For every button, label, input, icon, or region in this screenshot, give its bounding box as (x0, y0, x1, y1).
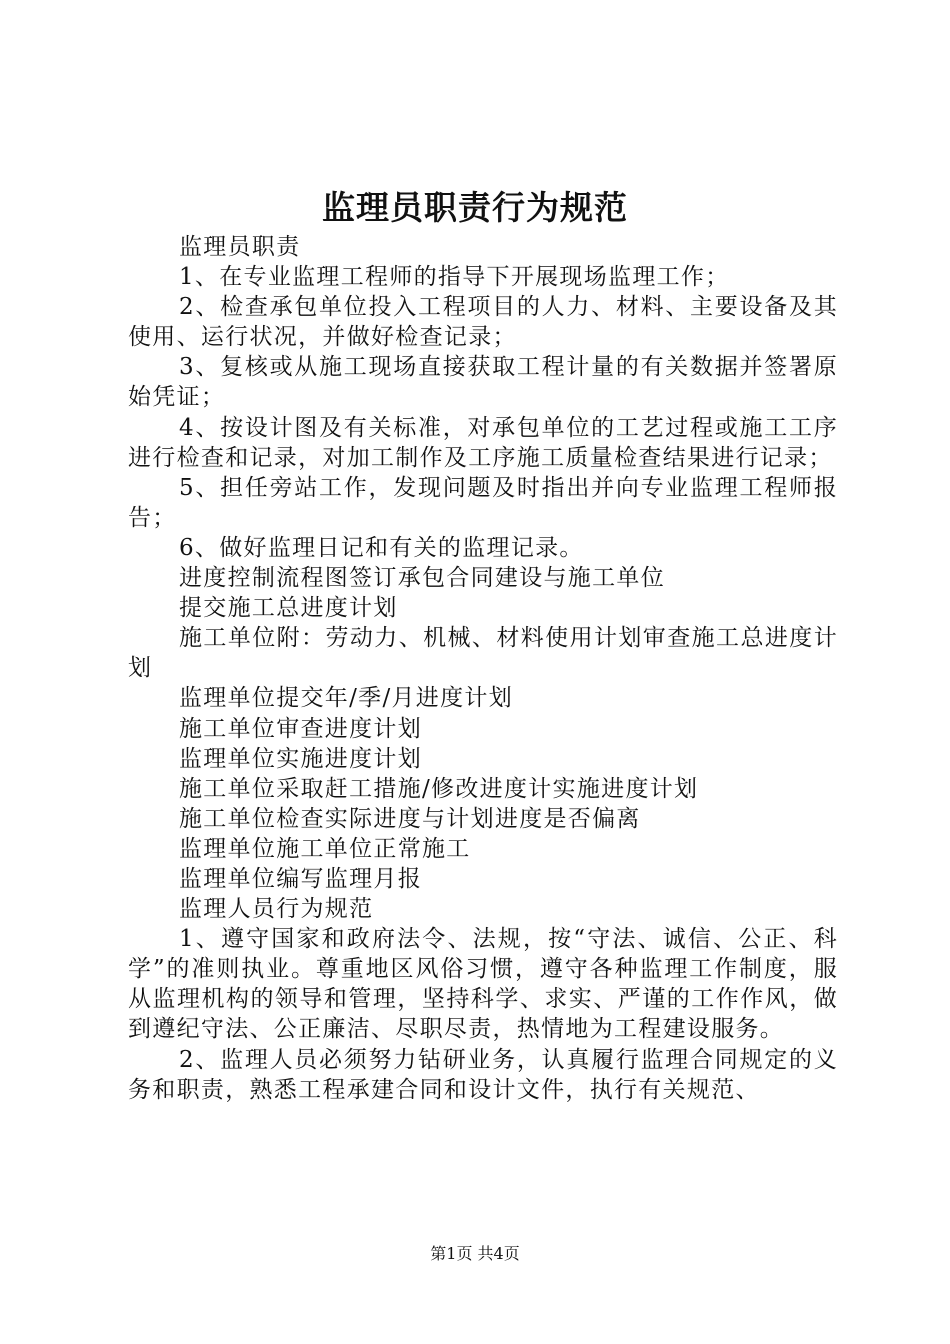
paragraph: 1、在专业监理工程师的指导下开展现场监理工作； (179, 264, 730, 291)
paragraph: 3、复核或从施工现场直接获取工程计量的有关数据并签署原始凭证； (128, 354, 838, 411)
paragraph: 进度控制流程图签订承包合同建设与施工单位 (179, 565, 665, 592)
paragraph: 施工单位附：劳动力、机械、材料使用计划审查施工总进度计划 (128, 625, 838, 682)
document-body (128, 232, 838, 1105)
paragraph: 5、担任旁站工作，发现问题及时指出并向专业监理工程师报告； (128, 474, 838, 531)
paragraph: 监理单位提交年/季/月进度计划 (179, 685, 513, 712)
document-title: 监理员职责行为规范 (322, 188, 628, 227)
paragraph: 1、遵守国家和政府法令、法规，按“守法、诚信、公正、科学”的准则执业。尊重地区风俗习惯，遵守各种监理工作制度，服从监理机构的领导和管理，坚持科学、求实、严谨的工作作风，做到遵纪守法、公正廉洁、尽职尽责，热情地为工程建设服务。 (128, 926, 838, 1043)
paragraph: 监理员职责 (179, 234, 301, 260)
paragraph: 2、监理人员必须努力钻研业务，认真履行监理合同规定的义务和职责，熟悉工程承建合同和设计文件，执行有关规范、 (128, 1046, 838, 1103)
paragraph: 6、做好监理日记和有关的监理记录。 (179, 534, 584, 561)
paragraph: 监理单位编写监理月报 (179, 865, 422, 892)
paragraph: 监理人员行为规范 (179, 896, 374, 923)
paragraph: 施工单位审查进度计划 (179, 715, 422, 742)
paragraph: 施工单位检查实际进度与计划进度是否偏离 (179, 805, 641, 832)
paragraph: 监理单位施工单位正常施工 (179, 835, 471, 862)
paragraph: 4、按设计图及有关标准，对承包单位的工艺过程或施工工序进行检查和记录，对加工制作及工序施工质量检查结果进行记录； (128, 414, 838, 471)
paragraph: 监理单位实施进度计划 (179, 745, 422, 772)
page-footer: 第1页 共4页 (430, 1244, 520, 1263)
paragraph: 施工单位采取赶工措施/修改进度计实施进度计划 (179, 775, 699, 802)
paragraph: 2、检查承包单位投入工程项目的人力、材料、主要设备及其使用、运行状况，并做好检查记录； (128, 294, 838, 351)
paragraph: 提交施工总进度计划 (179, 595, 398, 622)
